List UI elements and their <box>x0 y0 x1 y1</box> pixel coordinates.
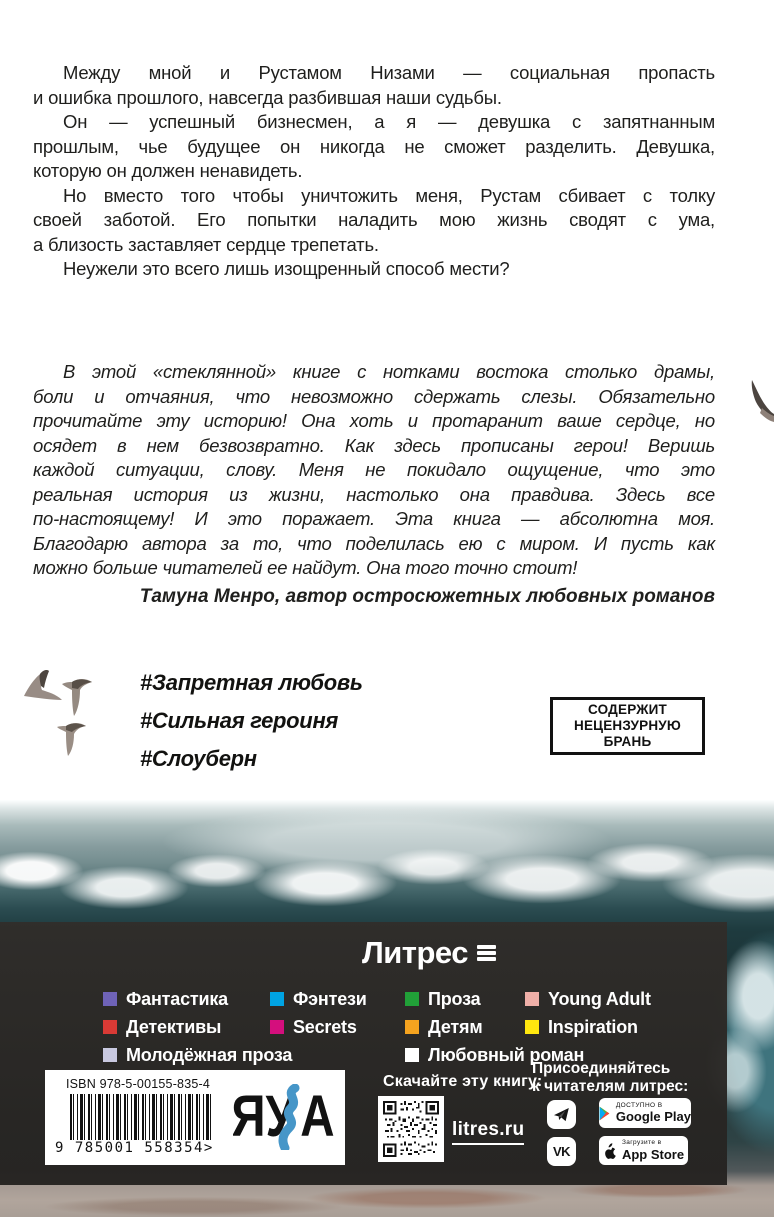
genre-swatch <box>270 992 284 1006</box>
review-line: прочитайте эту историю! Она хоть и протаранит ваше сердце, но <box>33 410 715 431</box>
review-block <box>33 360 715 608</box>
barcode-digits: 9 785001 558354> <box>55 1140 214 1156</box>
badge-caption: Загрузите в <box>621 1139 662 1147</box>
genre-swatch <box>103 1048 117 1062</box>
review-line: по-настоящему! И это поражает. Эта книга — абсолютна моя. <box>33 508 715 529</box>
genre-legend <box>103 985 651 1069</box>
review-line: можно больше читателей ее найдут. Она того точно стоит! <box>33 557 578 578</box>
genre-item <box>103 989 270 1010</box>
review-line: Благодарю автора за то, что поделилась ею с миром. И пусть как <box>33 532 715 554</box>
genre-swatch <box>525 1020 539 1034</box>
qr-code <box>378 1096 444 1162</box>
blurb-line: и ошибка прошлого, навсегда разбившая наши судьбы. <box>33 86 502 108</box>
review-line: реальная история из жизни, настолько она правдива. Здесь все <box>33 483 715 505</box>
review-line: В этой «стеклянной» книге с нотками востока столько драмы, <box>63 361 715 382</box>
profanity-warning-box <box>550 697 705 755</box>
seagulls-image <box>14 664 100 761</box>
blurb-line: которую он должен ненавидеть. <box>33 160 303 181</box>
review-line: боли и отчаяния, что невозможно сдержать слезы. Обязательно <box>33 385 715 407</box>
badge-caption: ДОСТУПНО В <box>615 1101 663 1109</box>
review-attribution: Тамуна Менро, автор остросюжетных любовных романов <box>139 585 715 607</box>
badge-name: App Store <box>621 1146 685 1162</box>
blurb-line: Он — успешный бизнесмен, а я — девушка с запятнанным <box>63 111 715 132</box>
genre-item <box>405 989 525 1010</box>
genre-label: Детям <box>428 1016 483 1037</box>
menu-bars-icon <box>477 945 496 961</box>
review-line: каждой ситуации, слову. Меня не покидало ощущение, что это <box>33 459 715 480</box>
yauza-letters-left: ЯУ <box>233 1084 296 1150</box>
google-play-icon <box>599 1106 610 1121</box>
blurb-line: а близость заставляет сердце трепетать. <box>33 233 379 255</box>
genre-swatch <box>525 992 539 1006</box>
genre-item <box>525 1017 651 1038</box>
genre-item <box>525 989 651 1010</box>
isbn-barcode-box <box>45 1070 345 1165</box>
hashtag: #Сильная героиня <box>140 708 339 733</box>
barcode <box>70 1094 211 1140</box>
yauza-publisher-logo <box>233 1084 335 1155</box>
genre-item <box>103 1044 293 1066</box>
vk-icon: VK <box>547 1137 576 1166</box>
genre-label: Детективы <box>126 1016 222 1037</box>
genre-label: Молодёжная проза <box>126 1044 293 1065</box>
genre-item <box>103 1017 270 1038</box>
blurb-line: прошлым, чье будущее он никогда не сможет разделить. Девушка, <box>33 135 715 157</box>
genre-swatch <box>405 992 419 1006</box>
genre-label: Проза <box>428 988 481 1009</box>
telegram-icon <box>547 1100 576 1129</box>
litres-logo <box>362 935 496 971</box>
genre-label: Young Adult <box>548 988 651 1009</box>
yauza-letter-right: А <box>300 1084 335 1150</box>
litres-wordmark: Литрес <box>362 935 468 970</box>
hashtag: #Запретная любовь <box>140 670 363 695</box>
genre-label: Фантастика <box>126 988 228 1009</box>
seagull-image <box>742 380 774 431</box>
download-label: Скачайте эту книгу: <box>383 1073 543 1090</box>
join-readers-label <box>532 1060 688 1096</box>
hashtag-list <box>140 670 363 784</box>
genre-item <box>270 989 405 1010</box>
blurb-line: Между мной и Рустамом Низами — социальная пропасть <box>63 62 715 83</box>
genre-label: Inspiration <box>548 1016 638 1037</box>
genre-item <box>405 1017 525 1038</box>
genre-item <box>270 1017 405 1038</box>
warning-line: БРАНЬ <box>603 734 652 749</box>
join-line: к читателям литрес: <box>532 1078 689 1095</box>
genre-label: Любовный роман <box>428 1044 585 1065</box>
blurb-line: Но вместо того чтобы уничтожить меня, Рустам сбивает с толку <box>63 184 715 206</box>
review-line: осядет в нем безвозвратно. Как здесь прописаны герои! Веришь <box>33 434 715 456</box>
litres-site-link: litres.ru <box>452 1119 524 1145</box>
hashtag: #Слоуберн <box>140 746 257 771</box>
publisher-panel <box>0 922 727 1185</box>
genre-swatch <box>405 1020 419 1034</box>
badge-name: Google Play <box>615 1109 691 1125</box>
genre-label: Фэнтези <box>293 988 367 1009</box>
genre-swatch <box>405 1048 419 1062</box>
warning-line: СОДЕРЖИТ <box>588 702 667 717</box>
warning-line: НЕЦЕНЗУРНУЮ <box>574 718 681 733</box>
genre-swatch <box>103 992 117 1006</box>
blurb-line: Неужели это всего лишь изощренный способ мести? <box>63 258 510 279</box>
isbn-number: ISBN 978-5-00155-835-4 <box>65 1077 211 1091</box>
genre-swatch <box>270 1020 284 1034</box>
apple-icon <box>603 1143 616 1159</box>
annotation-block <box>33 61 715 282</box>
google-play-badge <box>599 1098 691 1128</box>
app-store-badge <box>599 1136 688 1165</box>
genre-label: Secrets <box>293 1016 357 1037</box>
genre-swatch <box>103 1020 117 1034</box>
join-line: Присоединяйтесь <box>532 1060 671 1077</box>
blurb-line: своей заботой. Его попытки наладить мою жизнь сводят с ума, <box>33 209 715 230</box>
